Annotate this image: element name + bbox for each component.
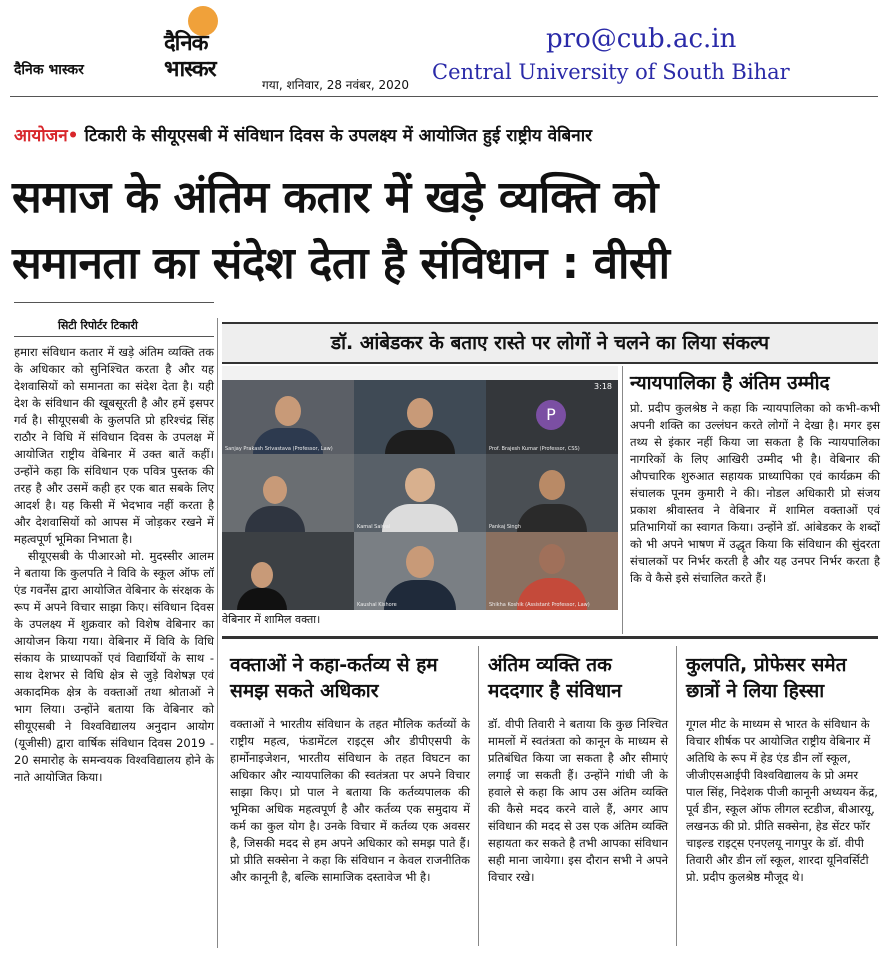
video-tile: Kamal Saiwal <box>354 454 486 532</box>
contact-email: pro@cub.ac.in <box>546 24 737 54</box>
video-tile: Pankaj Singh <box>486 454 618 532</box>
participant-avatar: P <box>536 400 566 430</box>
byline-rule-bottom <box>14 336 214 337</box>
column-divider-2 <box>478 646 479 946</box>
subsection-3-text: गूगल मीट के माध्यम से भारत के संविधान के विचार शीर्षक पर आयोजित राष्ट्रीय वेबिनार में अतिथि के रूप में हेड एंड डीन लॉ स्कूल, जीजीएसआईपी विश्वविद्यालय के प्रो अमर पाल सिंह, निदेशक पीजी कानूनी अध्ययन केंद्र, पूर्व डीन, स्कूल ऑफ लीगल स्टडीज, बीआरयू, लखनऊ की प्रो. प्रीति सक्सेना, हेड सेंटर फॉर चाइल्ड राइट्स एनएलयू नागपुर के डॉ. वीपी तिवारी और डीन लॉ स्कूल, शारदा यूनिवर्सिटी प्रो. प्रदीप कुलश्रेष्ठ मौजूद थे। <box>686 717 878 884</box>
video-tile <box>354 380 486 454</box>
kicker-tag: आयोजन• <box>14 126 79 146</box>
subsection-3-heading: कुलपति, प्रोफेसर समेत छात्रों ने लिया हिस्सा <box>686 654 847 702</box>
subsection-1-heading: वक्ताओं ने कहा-कर्तव्य से हम समझ सकते अधिकार <box>230 654 438 702</box>
left-paragraph-1: हमारा संविधान कतार में खड़े अंतिम व्यक्ति तक के अधिकार को सुनिश्चित करता है और यह देशवासियों को समानता का संदेश देता है। यही देश के संविधान की खूबसूरती है और हमें इसपर गर्व है। सीयूएसबी के कुलपति प्रो हरिश्चंद्र सिंह राठौर ने विधि में संविधान दिवस के उपलक्ष में आयोजित राष्ट्रीय वेबिनार में उक्त बातें कहीं। उन्होंने कहा कि संविधान एक पवित्र पुस्तक की तरह है और उसमें कही हर एक बात सबके लिए आदर्श है। यह किसी में भेदभाव नहीं करता है और देशवासियों को आपस में जोड़कर रखने में महत्वपूर्ण भूमिका निभाता है। <box>14 345 214 546</box>
column-divider-3 <box>676 646 677 946</box>
left-paragraph-2: सीयूएसबी के पीआरओ मो. मुदस्सीर आलम ने बताया कि कुलपति ने विवि के स्कूल ऑफ लॉ एंड गवर्नेंस द्वारा आयोजित वेबिनार के संरक्षक के रूप में अपने विचार साझा किए। संविधान दिवस के उपलक्ष्य में शुक्रवार को विशेष वेबिनार का आयोजन किया गया। वेबिनार में विवि के विधि संकाय के प्राध्यापकों एवं विद्यार्थियों के साथ - साथ देशभर से विधि क्षेत्र से जुड़े विशेषज्ञ एवं अकादमिक क्षेत्र के वक्ताओं तथा श्रोताओं ने भाग लिया। उन्होंने बताया कि वेबिनार को सीयूएसबी ने विश्वविद्यालय अनुदान आयोग (यूजीसी) द्वारा वार्षिक संविधान दिवस 2019 - 20 समारोह के समन्वयक विश्वविद्यालय होने के नाते आयोजित किया। <box>14 549 214 784</box>
kicker <box>14 123 592 146</box>
video-tile <box>222 532 354 610</box>
column-divider <box>217 318 218 948</box>
kicker-text: टिकारी के सीयूएसबी में संविधान दिवस के उपलक्ष्य में आयोजित हुई राष्ट्रीय वेबिनार <box>78 126 593 146</box>
headline-line-1: समाज के अंतिम कतार में खड़े व्यक्ति को <box>12 172 658 223</box>
video-tile: P 3:18 Prof. Brajesh Kumar (Professor, CSS) <box>486 380 618 454</box>
video-tile: Sanjay Prakash Srivastava (Professor, Law) <box>222 380 354 454</box>
masthead-divider <box>10 96 878 97</box>
right-subheading: न्यायपालिका है अंतिम उम्मीद <box>630 372 830 394</box>
newspaper-name-small: दैनिक भास्कर <box>14 62 84 78</box>
video-tile: Kaushal Kishore <box>354 532 486 610</box>
byline: सिटी रिपोर्टर टिकारी <box>58 319 138 332</box>
video-tile: Shikha Koshik (Assistant Professor, Law) <box>486 532 618 610</box>
clock-time: 3:18 <box>594 382 612 391</box>
left-column <box>14 344 214 786</box>
headline-line-2: समानता का संदेश देता है संविधान : वीसी <box>12 238 670 289</box>
newspaper-logo <box>162 6 244 86</box>
webinar-screenshot-photo <box>222 366 618 610</box>
logo-line-1: दैनिक <box>164 31 208 56</box>
right-column-text: प्रो. प्रदीप कुलश्रेष्ठ ने कहा कि न्यायपालिका को कभी-कभी अपनी शक्ति का उल्लंघन करते लोगों ने देखा है। मगर इस तथ्य से इंकार नहीं किया जा सकता है कि न्यायपालिका नागरिकों के लिए आखिरी उम्मीद भी है। वेबिनार की औपचारिक शुरुआत सहायक प्राध्यापिका एवं कार्यक्रम की संचालक पूनम कुमारी ने की। नोडल अधिकारी प्रो संजय प्रकाश श्रीवास्तव ने वेबिनार में शामिल वक्ताओं एवं प्रतिभागियों का स्वागत किया। उन्होंने डॉ. आंबेडकर के शब्दों को भी अपने भाषण में उद्धृत किया कि संविधान की सुंदरता संचालकों पर निर्भर करती है और यह उनपर निर्भर करता है कि वे कैसे इसे संचालित करते हैं। <box>630 401 880 585</box>
video-tile <box>222 454 354 532</box>
logo-line-2: भास्कर <box>164 57 216 82</box>
dateline: गया, शनिवार, 28 नवंबर, 2020 <box>262 78 410 92</box>
byline-rule <box>14 302 214 303</box>
section-rule <box>222 636 878 639</box>
subsection-2-heading: अंतिम व्यक्ति तक मददगार है संविधान <box>488 654 622 702</box>
browser-toolbar <box>222 366 618 380</box>
right-column-divider <box>622 366 623 634</box>
subheading-banner: डॉ. आंबेडकर के बताए रास्ते पर लोगों ने चलने का लिया संकल्प <box>222 322 878 364</box>
university-name: Central University of South Bihar <box>432 60 790 84</box>
photo-caption: वेबिनार में शामिल वक्ता। <box>222 613 321 626</box>
subsection-2-text: डॉ. वीपी तिवारी ने बताया कि कुछ निश्चित मामलों में स्वतंत्रता को कानून के माध्यम से प्रतिबंधित किया जा सकता है और सीमाएं लगाई जा सकती हैं। उन्होंने गांधी जी के हवाले से कहा कि आप उस अंतिम व्यक्ति की कैसे मदद करने वाले हैं, अगर आप संविधान की मदद से उस एक अंतिम व्यक्ति सहायता कर सकते है तभी आपका संविधान सही माना जायेगा। इस दौरान सभी ने अपने विचार रखे। <box>488 717 668 884</box>
subsection-1-text: वक्ताओं ने भारतीय संविधान के तहत मौलिक कर्तव्यों के राष्ट्रीय महत्व, फंडामेंटल राइट्स और डीपीएसपी के हार्मोनाइजेशन, भारतीय संविधान के तहत विघटन का अधिकार और न्यायपालिका की स्वतंत्रता पर अपने विचार साझा किए। प्रो पाल ने बताया कि कर्तव्यपालक की भूमिका अधिक महत्वपूर्ण है और कर्तव्य एक समुदाय में कर्म का कुल योग है। उनके विचार में कर्तव्य एक अवसर है, जिसकी मदद से हम अपने अधिकार को समझ पाते हैं। प्रो प्रीति सक्सेना ने कहा कि संविधान न केवल राजनीतिक और कानूनी है, बल्कि सामाजिक दस्तावेज भी है। <box>230 717 470 884</box>
